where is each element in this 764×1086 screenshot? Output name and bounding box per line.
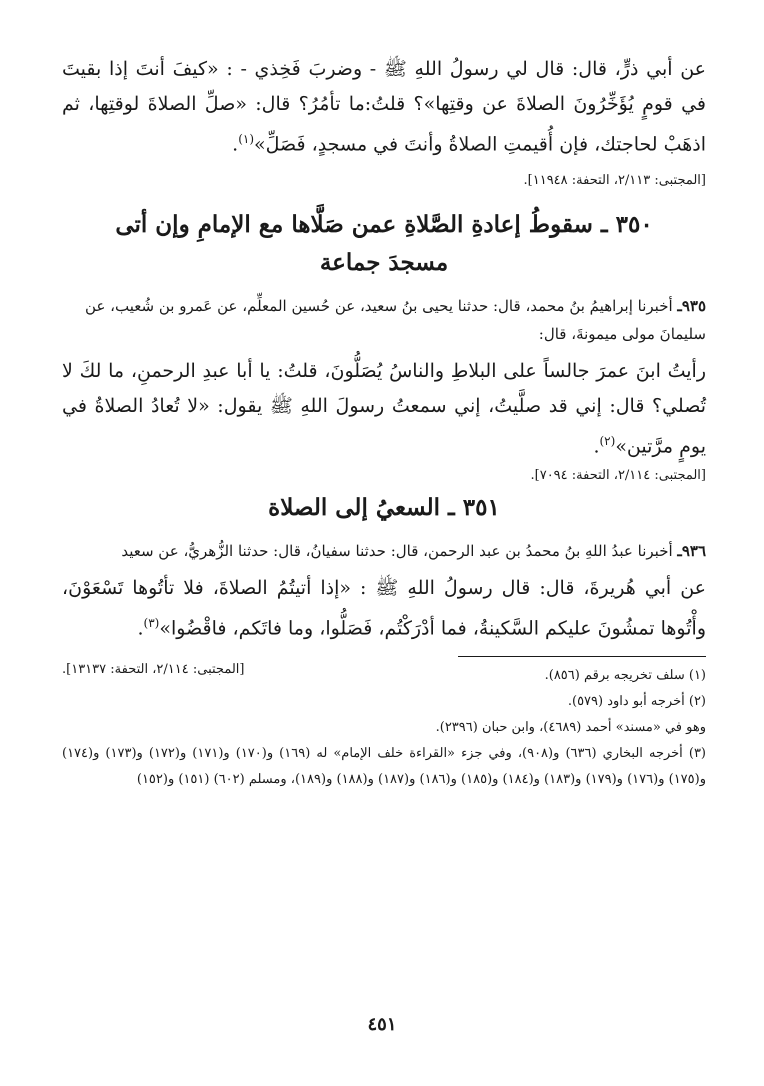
footnote: (١) سلف تخريجه برقم (٨٥٦). [544,667,706,683]
page-content [62,52,706,793]
source-reference: [المجتبى: ٢/١١٣، التحفة: ١١٩٤٨]. [523,173,706,189]
chapter-heading: ٣٥١ ـ السعيُ إلى الصلاة [268,493,500,521]
source-reference: [المجتبى: ٢/١١٤، التحفة: ٧٠٩٤]. [530,467,706,483]
footnote-marker: (٢) [599,434,616,449]
footnote-divider [458,656,706,657]
hadith-number: ٩٣٥ـ [677,297,706,316]
isnad-text: أخبرنا عبدُ اللهِ بنُ محمدُ بن عبد الرحمن، قال: حدثنا سفيانُ، قال: حدثنا الزُّهريُّ، عن سعيد [121,541,673,560]
footnote: (٣) أخرجه البخاري (٦٣٦) و(٩٠٨)، وفي جزء «القراءة خلف الإمام» له (١٦٩) و(١٧٠) و(١٧١) و(١٧٢) و(١٧٣) و(١٧٤) و(١٧٥) و(١٧٦) و(١٧٩) و(١٨٣) و(١٨٤) و(١٨٥) و(١٨٦) و(١٨٧) و(١٨٨) و(١٨٩)، ومسلم (٦٠٢) (١٥١) و(١٥٢) [62,745,706,787]
hadith-text: عن أبي هُريرةَ، قال: قال رسولُ اللهِ ﷺ : «إذا أتيتُمُ الصلاةَ، فلا تأتُوها تَسْعَوْنَ، وأْتُوها تمشُونَ عليكم السَّكينةُ، فما أدْرَكْتُم، فَصَلُّوا، وما فاتَكم، فاقْضُوا»$^{(٣)}$. [المجتبى: ٢/١١٤، التحفة: ١٣١٣٧]. [62,571,706,646]
hadith-body: عن أبي ذرٍّ، قال: قال لي رسولُ اللهِ ﷺ - وضربَ فَخِذي - : «كيفَ أنتَ إذا بقيتَ في قومٍ يُؤَخِّرُونَ الصلاةَ عن وقتِها»؟ قلتُ:ما تأمُرُ؟ قال: «صلِّ الصلاةَ لوقتِها، ثم اذهَبْ لحاجتك، فإن أُقيمتِ الصلاةُ وأنتَ في مسجدٍ، فَصَلِّ» [62,58,706,156]
hadith-body: عن أبي هُريرةَ، قال: قال رسولُ اللهِ ﷺ : «إذا أتيتُمُ الصلاةَ، فلا تأتُوها تَسْعَوْنَ، وأْتُوها تمشُونَ عليكم السَّكينةُ، فما أدْرَكْتُم، فَصَلُّوا، وما فاتَكم، فاقْضُوا» [62,576,706,639]
page-number: ٤٥١ [367,1014,397,1035]
source-reference: [المجتبى: ٢/١١٤، التحفة: ١٣١٣٧]. [62,661,245,677]
hadith-text: عن أبي ذرٍّ، قال: قال لي رسولُ اللهِ ﷺ - وضربَ فَخِذي - : «كيفَ أنتَ إذا بقيتَ في قومٍ يُؤَخِّرُونَ الصلاةَ عن وقتِها»؟ قلتُ:ما تأمُرُ؟ قال: «صلِّ الصلاةَ لوقتِها، ثم اذهَبْ لحاجتك، فإن أُقيمتِ الصلاةُ وأنتَ في مسجدٍ، فَصَلِّ»$^{(١)}$. [62,58,706,156]
isnad [62,537,706,565]
hadith-text: رأيتُ ابنَ عمرَ جالساً على البلاطِ والناسُ يُصَلُّونَ، قلتُ: يا أبا عبدِ الرحمنِ، ما لكَ لا تُصلي؟ قال: إني قد صلَّيتُ، إني سمعتُ رسولَ اللهِ ﷺ يقول: «لا تُعادُ الصلاةُ في يومٍ مرَّتين»$^{(٢)}$. [62,360,706,458]
isnad [62,292,706,348]
chapter-heading: ٣٥٠ ـ سقوطُ إعادةِ الصَّلاةِ عمن صَلَّاها مع الإمامِ وإن أتى [115,211,653,239]
isnad-text: أخبرنا إبراهيمُ بنُ محمد، قال: حدثنا يحيى بنُ سعيد، عن حُسين المعلِّم، عن عَمرو بن شُعيب، عن سليمانَ مولى ميمونةَ، قال: [85,297,706,344]
footnote-marker: (١) [238,132,255,146]
hadith-body: رأيتُ ابنَ عمرَ جالساً على البلاطِ والناسُ يُصَلُّونَ، قلتُ: يا أبا عبدِ الرحمنِ، ما لكَ لا تُصلي؟ قال: إني قد صلَّيتُ، إني سمعتُ رسولَ اللهِ ﷺ يقول: «لا تُعادُ الصلاةُ في يومٍ مرَّتين» [62,360,706,458]
footnote: وهو في «مسند» أحمد (٤٦٨٩)، وابن حبان (٢٣٩٦). [435,719,706,735]
chapter-heading-continued: مسجدَ جماعة [319,249,449,277]
hadith-number: ٩٣٦ـ [677,541,706,560]
footnote: (٢) أخرجه أبو داود (٥٧٩). [567,693,706,709]
footnote-marker: (٣) [143,615,160,630]
